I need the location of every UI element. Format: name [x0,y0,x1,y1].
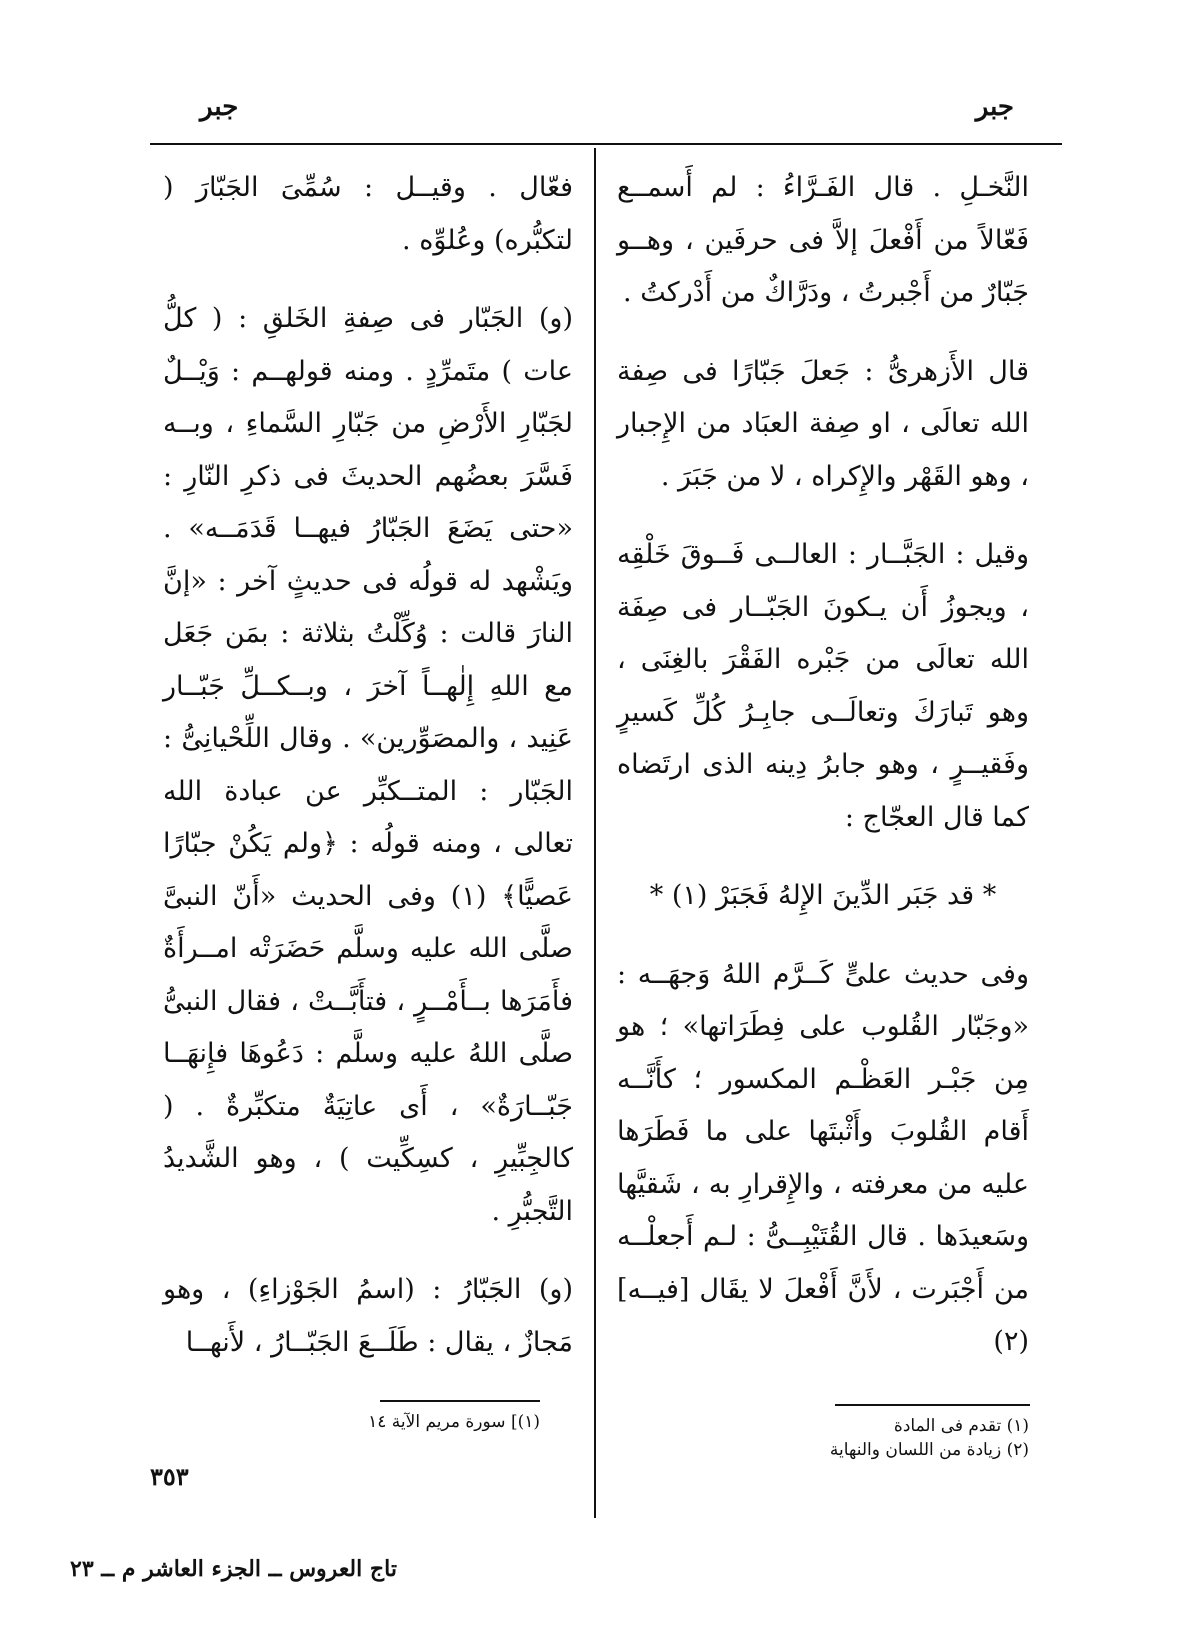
header-root-word-left: جبر [200,92,239,122]
paragraph: (و) الجَبّار فى صِفةِ الخَلقِ : ( كلُّ عات ) متَمرِّدٍ . ومنه قولهــم : وَيْــلٌ لجَبّارِ الأَرْضِ من جَبّارِ السَّماءِ ، وبــه فَسَّرَ بعضُهم الحديثَ فى ذكرِ النّارِ : «حتى يَضَعَ الجَبّارُ فيهــا قَدَمَــه» . ويَشْهد له قولُه فى حديثٍ آخر : «إنَّ النارَ قالت : وُكِّلْتُ بثلاثة : بمَن جَعَل مع اللهِ إِلٰهــاً آخرَ ، وبــكــلِّ جَبّــار عَنِيد ، والمصَوِّرين» . وقال اللِّحْيانِىُّ : الجَبّار : المتــكبِّر عن عبادة الله تعالى ، ومنه قولُه : ﴿ولم يَكُنْ جبّارًا عَصيًّا﴾ (١) وفى الحديث «أَنّ النبىَّ صلَّى الله عليه وسلَّم حَضَرَتْه امــرأَةٌ فأَمَرَها بــأَمْــرٍ ، فتأَبَّــتْ ، فقال النبىُّ صلَّى اللهُ عليه وسلَّم : دَعُوهَا فإِنهَــا جَبّــارَةٌ» ، أَى عاتِيَةٌ متكبِّرةٌ . ( كالجِبِّيرِ ، كسِكِّيت ) ، وهو الشَّديدُ التَّجبُّرِ . [163,303,573,1227]
paragraph: (و) الجَبّارُ : (اسمُ الجَوْزاءِ) ، وهو مَجازٌ ، يقال : طَلَــعَ الجَبّــارُ ، لأَنهــا [163,1274,573,1358]
paragraph: وفى حديث علىٍّ كَــرَّم اللهُ وَجهَــه : «وجَبّار القُلوب على فِطَرَاتها» ؛ هو مِن جَبْـر العَظْـم المكسور ؛ كأَنَّــه أَقام القُلوبَ وأَثْبتَها على ما فَطَرَها عليه من معرفته ، والإِقرارِ به ، شَقيَّها وسَعيدَها . قال القُتَيْبِــىُّ : لـم أَجعلْــه من أَجْبَرت ، لأَنَّ أَفْعلَ لا يقَال [فيــه] (٢) [617,958,1029,1357]
footnotes-left [320,1410,540,1434]
column-divider [594,148,596,1518]
footnote: (١)] سورة مريم الآية ١٤ [368,1412,540,1432]
right-column [617,162,1029,1395]
paragraph: وقيل : الجَبَّــار : العالــى فَــوقَ خَلْقِه ، ويجوزُ أَن يـكونَ الجَبّــار فى صِفَة الله تعالَى من جَبْره الفَقْرَ بالغِنَى ، وهو تَبارَكَ وتعالَــى جابِـرُ كُلِّ كَسيرٍ وفَقيــرٍ ، وهو جابرُ دِينه الذى ارتَضاه كما قال العجّاج : [617,539,1029,833]
footnote-rule-left [380,1400,540,1402]
verse-line: * قد جَبَر الدِّينَ الإِلهُ فَجَبَرْ (١) * [649,880,997,911]
paragraph: النَّخـلِ . قال الفَـرَّاءُ : لم أَسمــع فَعّالاً من أَفْعلَ إلاَّ فى حرفَين ، وهــو جَبّارٌ من أَجْبرتُ ، ودَرَّاكٌ من أَدْركتُ . [617,172,1029,308]
header-root-word-right: جبر [975,92,1014,122]
paragraph: قال الأَزهرىُّ : جَعلَ جَبّارًا فى صِفة الله تعالَى ، او صِفة العبَاد من الإِجبار ، وهو القَهْر والإِكراه ، لا من جَبَرَ . [617,355,1029,492]
page-number: ٣٥٣ [150,1462,189,1491]
footnotes-right [729,1414,1029,1462]
footnote-rule-right [835,1404,1030,1406]
footnote: (١) تقدم فى المادة [893,1416,1029,1436]
footnote: (٢) زيادة من اللسان والنهاية [829,1440,1029,1460]
book-signature-footer: تاج العروس ــ الجزء العاشر م ــ ٢٣ [70,1556,397,1582]
left-column [163,162,573,1395]
paragraph: فعّال . وقيــل : سُمِّىَ الجَبّارَ ( لتكبُّره) وعُلوِّه . [163,172,573,256]
header-rule [150,143,1062,145]
